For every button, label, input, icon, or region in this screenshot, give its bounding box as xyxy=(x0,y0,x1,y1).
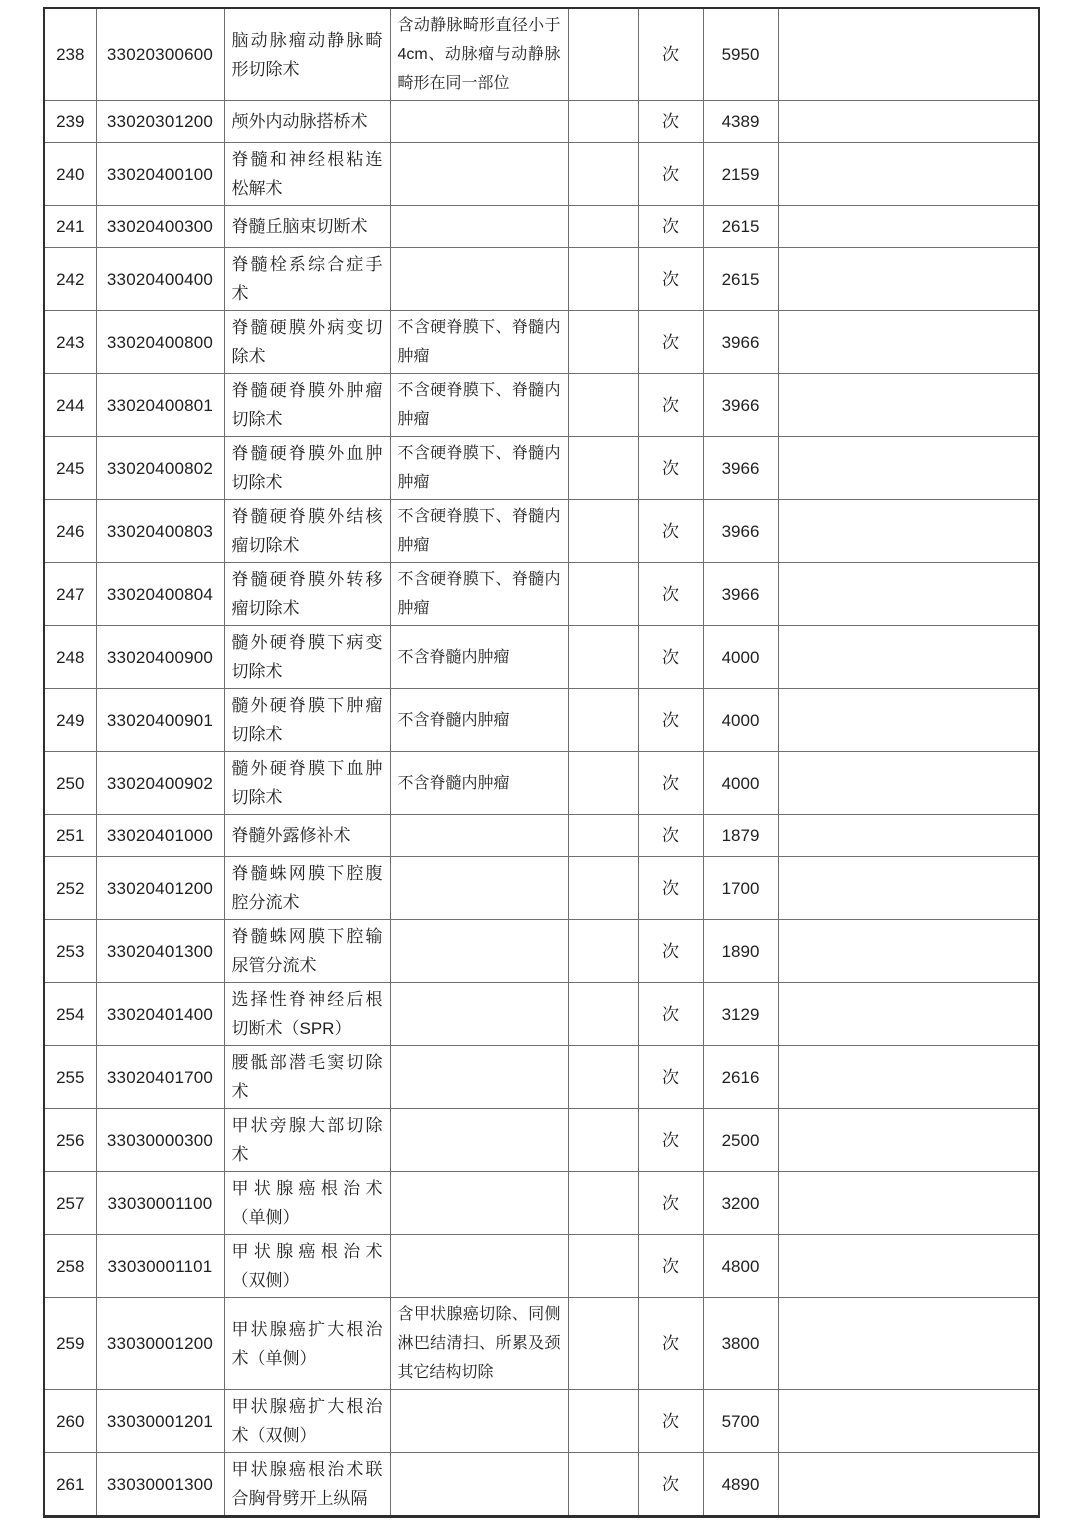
unit-cell: 次 xyxy=(638,983,703,1046)
remark-cell xyxy=(778,626,1039,689)
blank-cell xyxy=(568,983,638,1046)
unit-cell: 次 xyxy=(638,857,703,920)
item-note-cell: 不含硬脊膜下、脊髓内肿瘤 xyxy=(390,311,568,374)
table-row xyxy=(44,1046,1039,1109)
item-name-cell: 甲状腺癌根治术（双侧） xyxy=(224,1235,390,1298)
unit-cell: 次 xyxy=(638,1298,703,1390)
remark-cell xyxy=(778,374,1039,437)
item-code-cell: 33020401700 xyxy=(96,1046,224,1109)
item-name-cell: 脊髓硬脊膜外结核瘤切除术 xyxy=(224,500,390,563)
item-code-cell: 33020400902 xyxy=(96,752,224,815)
item-note-cell: 不含硬脊膜下、脊髓内肿瘤 xyxy=(390,437,568,500)
fee-table-body xyxy=(44,8,1039,1517)
table-row xyxy=(44,752,1039,815)
remark-cell xyxy=(778,311,1039,374)
blank-cell xyxy=(568,920,638,983)
price-cell: 4000 xyxy=(703,752,778,815)
blank-cell xyxy=(568,626,638,689)
item-note-cell xyxy=(390,1453,568,1517)
table-row xyxy=(44,143,1039,206)
item-code-cell: 33020401000 xyxy=(96,815,224,857)
item-name-cell: 脊髓和神经根粘连松解术 xyxy=(224,143,390,206)
item-name-cell: 甲状旁腺大部切除术 xyxy=(224,1109,390,1172)
remark-cell xyxy=(778,1390,1039,1453)
item-note-cell xyxy=(390,1109,568,1172)
blank-cell xyxy=(568,143,638,206)
price-cell: 3966 xyxy=(703,563,778,626)
item-name-cell: 脊髓硬膜外病变切除术 xyxy=(224,311,390,374)
item-note-cell: 不含硬脊膜下、脊髓内肿瘤 xyxy=(390,563,568,626)
price-cell: 4800 xyxy=(703,1235,778,1298)
item-code-cell: 33020400900 xyxy=(96,626,224,689)
blank-cell xyxy=(568,857,638,920)
row-number-cell: 253 xyxy=(44,920,96,983)
price-cell: 1890 xyxy=(703,920,778,983)
remark-cell xyxy=(778,101,1039,143)
table-row xyxy=(44,101,1039,143)
price-cell: 3800 xyxy=(703,1298,778,1390)
row-number-cell: 256 xyxy=(44,1109,96,1172)
blank-cell xyxy=(568,1390,638,1453)
unit-cell: 次 xyxy=(638,563,703,626)
table-row xyxy=(44,206,1039,248)
item-code-cell: 33030001201 xyxy=(96,1390,224,1453)
row-number-cell: 255 xyxy=(44,1046,96,1109)
row-number-cell: 245 xyxy=(44,437,96,500)
blank-cell xyxy=(568,248,638,311)
table-row xyxy=(44,1390,1039,1453)
item-note-cell xyxy=(390,143,568,206)
blank-cell xyxy=(568,206,638,248)
unit-cell: 次 xyxy=(638,920,703,983)
remark-cell xyxy=(778,1453,1039,1517)
remark-cell xyxy=(778,206,1039,248)
item-name-cell: 脊髓硬脊膜外血肿切除术 xyxy=(224,437,390,500)
item-name-cell: 选择性脊神经后根切断术（SPR） xyxy=(224,983,390,1046)
remark-cell xyxy=(778,920,1039,983)
row-number-cell: 258 xyxy=(44,1235,96,1298)
blank-cell xyxy=(568,101,638,143)
price-cell: 1700 xyxy=(703,857,778,920)
price-cell: 3966 xyxy=(703,437,778,500)
item-code-cell: 33020301200 xyxy=(96,101,224,143)
row-number-cell: 241 xyxy=(44,206,96,248)
item-code-cell: 33020400801 xyxy=(96,374,224,437)
table-row xyxy=(44,626,1039,689)
item-name-cell: 脊髓栓系综合症手术 xyxy=(224,248,390,311)
price-cell: 4389 xyxy=(703,101,778,143)
price-cell: 2615 xyxy=(703,206,778,248)
item-code-cell: 33020401400 xyxy=(96,983,224,1046)
item-code-cell: 33030001300 xyxy=(96,1453,224,1517)
price-cell: 3966 xyxy=(703,500,778,563)
item-name-cell: 甲状腺癌扩大根治术（单侧） xyxy=(224,1298,390,1390)
remark-cell xyxy=(778,8,1039,101)
unit-cell: 次 xyxy=(638,500,703,563)
unit-cell: 次 xyxy=(638,206,703,248)
item-code-cell: 33020400400 xyxy=(96,248,224,311)
unit-cell: 次 xyxy=(638,1453,703,1517)
item-note-cell xyxy=(390,815,568,857)
item-name-cell: 髓外硬脊膜下血肿切除术 xyxy=(224,752,390,815)
blank-cell xyxy=(568,563,638,626)
blank-cell xyxy=(568,311,638,374)
item-note-cell xyxy=(390,1172,568,1235)
price-cell: 1879 xyxy=(703,815,778,857)
document-page xyxy=(43,7,1040,1518)
item-note-cell xyxy=(390,206,568,248)
item-name-cell: 甲状腺癌扩大根治术（双侧） xyxy=(224,1390,390,1453)
table-row xyxy=(44,248,1039,311)
remark-cell xyxy=(778,500,1039,563)
fee-schedule-table xyxy=(43,7,1040,1518)
unit-cell: 次 xyxy=(638,311,703,374)
unit-cell: 次 xyxy=(638,1046,703,1109)
table-row xyxy=(44,8,1039,101)
row-number-cell: 238 xyxy=(44,8,96,101)
blank-cell xyxy=(568,1109,638,1172)
price-cell: 4000 xyxy=(703,626,778,689)
price-cell: 3966 xyxy=(703,374,778,437)
item-code-cell: 33020400804 xyxy=(96,563,224,626)
table-row xyxy=(44,374,1039,437)
remark-cell xyxy=(778,1046,1039,1109)
row-number-cell: 246 xyxy=(44,500,96,563)
price-cell: 4890 xyxy=(703,1453,778,1517)
item-note-cell: 不含脊髓内肿瘤 xyxy=(390,689,568,752)
row-number-cell: 260 xyxy=(44,1390,96,1453)
item-code-cell: 33020300600 xyxy=(96,8,224,101)
row-number-cell: 240 xyxy=(44,143,96,206)
item-name-cell: 脊髓硬脊膜外转移瘤切除术 xyxy=(224,563,390,626)
table-row xyxy=(44,311,1039,374)
blank-cell xyxy=(568,1453,638,1517)
unit-cell: 次 xyxy=(638,815,703,857)
item-code-cell: 33020400803 xyxy=(96,500,224,563)
item-name-cell: 髓外硬脊膜下病变切除术 xyxy=(224,626,390,689)
price-cell: 4000 xyxy=(703,689,778,752)
item-name-cell: 髓外硬脊膜下肿瘤切除术 xyxy=(224,689,390,752)
unit-cell: 次 xyxy=(638,1390,703,1453)
price-cell: 2500 xyxy=(703,1109,778,1172)
item-name-cell: 脊髓硬脊膜外肿瘤切除术 xyxy=(224,374,390,437)
table-row xyxy=(44,1172,1039,1235)
unit-cell: 次 xyxy=(638,101,703,143)
remark-cell xyxy=(778,1172,1039,1235)
item-code-cell: 33020400100 xyxy=(96,143,224,206)
table-row xyxy=(44,857,1039,920)
table-row xyxy=(44,500,1039,563)
item-note-cell xyxy=(390,248,568,311)
item-name-cell: 甲状腺癌根治术（单侧） xyxy=(224,1172,390,1235)
item-code-cell: 33030000300 xyxy=(96,1109,224,1172)
table-row xyxy=(44,1453,1039,1517)
price-cell: 5950 xyxy=(703,8,778,101)
table-row xyxy=(44,920,1039,983)
item-note-cell xyxy=(390,983,568,1046)
remark-cell xyxy=(778,437,1039,500)
blank-cell xyxy=(568,374,638,437)
item-code-cell: 33020400800 xyxy=(96,311,224,374)
remark-cell xyxy=(778,815,1039,857)
item-name-cell: 脑动脉瘤动静脉畸形切除术 xyxy=(224,8,390,101)
item-name-cell: 脊髓蛛网膜下腔输尿管分流术 xyxy=(224,920,390,983)
table-row xyxy=(44,983,1039,1046)
item-note-cell xyxy=(390,101,568,143)
remark-cell xyxy=(778,248,1039,311)
item-note-cell: 不含硬脊膜下、脊髓内肿瘤 xyxy=(390,374,568,437)
blank-cell xyxy=(568,815,638,857)
row-number-cell: 251 xyxy=(44,815,96,857)
blank-cell xyxy=(568,437,638,500)
row-number-cell: 252 xyxy=(44,857,96,920)
unit-cell: 次 xyxy=(638,626,703,689)
blank-cell xyxy=(568,1298,638,1390)
remark-cell xyxy=(778,143,1039,206)
blank-cell xyxy=(568,1172,638,1235)
price-cell: 3966 xyxy=(703,311,778,374)
table-row xyxy=(44,1298,1039,1390)
remark-cell xyxy=(778,983,1039,1046)
remark-cell xyxy=(778,563,1039,626)
item-name-cell: 甲状腺癌根治术联合胸骨劈开上纵隔 xyxy=(224,1453,390,1517)
price-cell: 2159 xyxy=(703,143,778,206)
remark-cell xyxy=(778,1298,1039,1390)
item-note-cell xyxy=(390,1046,568,1109)
row-number-cell: 250 xyxy=(44,752,96,815)
price-cell: 2616 xyxy=(703,1046,778,1109)
price-cell: 3200 xyxy=(703,1172,778,1235)
item-code-cell: 33020401200 xyxy=(96,857,224,920)
price-cell: 3129 xyxy=(703,983,778,1046)
row-number-cell: 259 xyxy=(44,1298,96,1390)
item-code-cell: 33020400802 xyxy=(96,437,224,500)
item-code-cell: 33030001200 xyxy=(96,1298,224,1390)
unit-cell: 次 xyxy=(638,1109,703,1172)
unit-cell: 次 xyxy=(638,143,703,206)
unit-cell: 次 xyxy=(638,752,703,815)
row-number-cell: 249 xyxy=(44,689,96,752)
row-number-cell: 257 xyxy=(44,1172,96,1235)
item-note-cell: 不含脊髓内肿瘤 xyxy=(390,626,568,689)
item-name-cell: 脊髓蛛网膜下腔腹腔分流术 xyxy=(224,857,390,920)
item-name-cell: 颅外内动脉搭桥术 xyxy=(224,101,390,143)
table-row xyxy=(44,437,1039,500)
blank-cell xyxy=(568,752,638,815)
row-number-cell: 239 xyxy=(44,101,96,143)
unit-cell: 次 xyxy=(638,689,703,752)
row-number-cell: 242 xyxy=(44,248,96,311)
item-name-cell: 脊髓丘脑束切断术 xyxy=(224,206,390,248)
blank-cell xyxy=(568,500,638,563)
item-note-cell xyxy=(390,1235,568,1298)
item-code-cell: 33020401300 xyxy=(96,920,224,983)
item-name-cell: 脊髓外露修补术 xyxy=(224,815,390,857)
price-cell: 2615 xyxy=(703,248,778,311)
blank-cell xyxy=(568,8,638,101)
blank-cell xyxy=(568,1235,638,1298)
item-code-cell: 33030001101 xyxy=(96,1235,224,1298)
item-code-cell: 33020400300 xyxy=(96,206,224,248)
blank-cell xyxy=(568,1046,638,1109)
item-note-cell: 不含脊髓内肿瘤 xyxy=(390,752,568,815)
remark-cell xyxy=(778,752,1039,815)
item-note-cell xyxy=(390,1390,568,1453)
blank-cell xyxy=(568,689,638,752)
table-row xyxy=(44,1235,1039,1298)
unit-cell: 次 xyxy=(638,374,703,437)
remark-cell xyxy=(778,1235,1039,1298)
unit-cell: 次 xyxy=(638,1235,703,1298)
item-name-cell: 腰骶部潜毛窦切除术 xyxy=(224,1046,390,1109)
remark-cell xyxy=(778,1109,1039,1172)
remark-cell xyxy=(778,857,1039,920)
table-row xyxy=(44,689,1039,752)
price-cell: 5700 xyxy=(703,1390,778,1453)
row-number-cell: 248 xyxy=(44,626,96,689)
unit-cell: 次 xyxy=(638,437,703,500)
item-code-cell: 33030001100 xyxy=(96,1172,224,1235)
row-number-cell: 261 xyxy=(44,1453,96,1517)
unit-cell: 次 xyxy=(638,1172,703,1235)
item-note-cell xyxy=(390,857,568,920)
item-note-cell: 不含硬脊膜下、脊髓内肿瘤 xyxy=(390,500,568,563)
table-row xyxy=(44,815,1039,857)
row-number-cell: 244 xyxy=(44,374,96,437)
item-note-cell xyxy=(390,920,568,983)
row-number-cell: 247 xyxy=(44,563,96,626)
table-row xyxy=(44,1109,1039,1172)
item-code-cell: 33020400901 xyxy=(96,689,224,752)
item-note-cell: 含甲状腺癌切除、同侧淋巴结清扫、所累及颈其它结构切除 xyxy=(390,1298,568,1390)
unit-cell: 次 xyxy=(638,8,703,101)
row-number-cell: 243 xyxy=(44,311,96,374)
row-number-cell: 254 xyxy=(44,983,96,1046)
item-note-cell: 含动静脉畸形直径小于4cm、动脉瘤与动静脉畸形在同一部位 xyxy=(390,8,568,101)
unit-cell: 次 xyxy=(638,248,703,311)
remark-cell xyxy=(778,689,1039,752)
table-row xyxy=(44,563,1039,626)
